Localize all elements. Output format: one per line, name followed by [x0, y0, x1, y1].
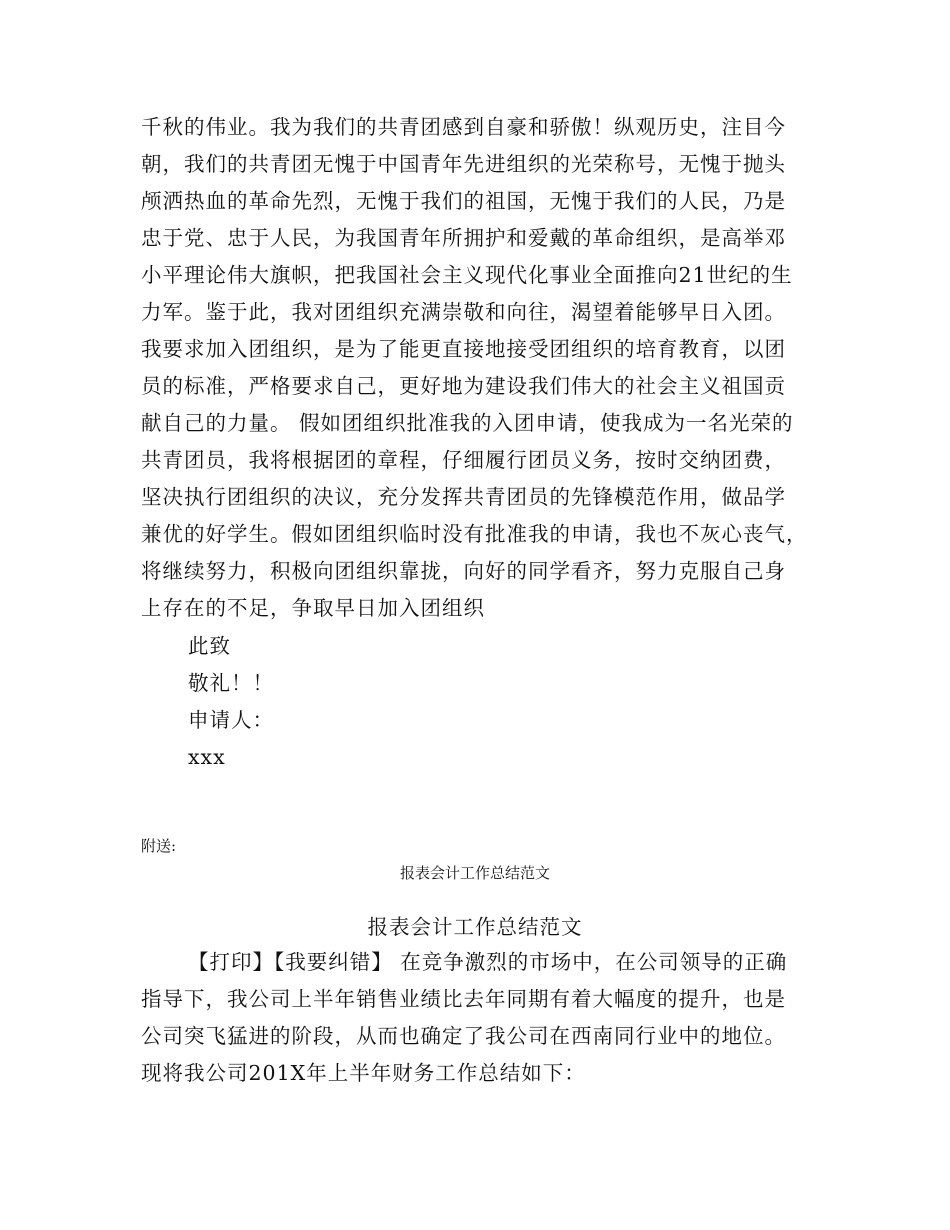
attachment-title: 报表会计工作总结范文 — [367, 915, 583, 939]
attachment-line: 现将我公司201X年上半年财务工作总结如下： — [141, 1061, 586, 1085]
attachment-line: 【打印】【我要纠错】 在竞争激烈的市场中，在公司领导的正确 — [188, 950, 788, 974]
letter-salutation: 敬礼！！ — [188, 671, 274, 695]
paragraph-line: 朝，我们的共青团无愧于中国青年先进组织的光荣称号，无愧于抛头 — [141, 152, 786, 176]
paragraph-line: 我要求加入团组织，是为了能更直接地接受团组织的培育教育，以团 — [141, 337, 786, 361]
attachment-label: 附送: — [141, 837, 177, 855]
paragraph-line: 忠于党、忠于人民，为我国青年所拥护和爱戴的革命组织，是高举邓 — [141, 226, 786, 250]
paragraph-line: 小平理论伟大旗帜，把我国社会主义现代化事业全面推向21世纪的生 — [141, 263, 793, 287]
attachment-line: 指导下，我公司上半年销售业绩比去年同期有着大幅度的提升，也是 — [141, 987, 786, 1011]
letter-closing: 此致 — [188, 634, 231, 658]
paragraph-line: 员的标准，严格要求自己，更好地为建设我们伟大的社会主义祖国贡 — [141, 374, 786, 398]
applicant-label: 申请人： — [188, 708, 274, 732]
attachment-line: 公司突飞猛进的阶段，从而也确定了我公司在西南同行业中的地位。 — [141, 1024, 786, 1048]
paragraph-line: 力军。鉴于此，我对团组织充满崇敬和向往，渴望着能够早日入团。 — [141, 300, 786, 324]
paragraph-line: 坚决执行团组织的决议，充分发挥共青团员的先锋模范作用，做品学 — [141, 485, 786, 509]
applicant-name: xxx — [188, 745, 226, 769]
paragraph-line: 千秋的伟业。我为我们的共青团感到自豪和骄傲！纵观历史，注目今 — [141, 115, 786, 139]
paragraph-line: 献自己的力量。 假如团组织批准我的入团申请，使我成为一名光荣的 — [141, 411, 794, 435]
paragraph-line: 兼优的好学生。假如团组织临时没有批准我的申请，我也不灰心丧气， — [141, 522, 808, 546]
paragraph-line: 将继续努力，积极向团组织靠拢，向好的同学看齐，努力克服自己身 — [141, 559, 786, 583]
paragraph-line: 颅洒热血的革命先烈，无愧于我们的祖国，无愧于我们的人民，乃是 — [141, 189, 786, 213]
paragraph-line: 上存在的不足，争取早日加入团组织 — [141, 596, 485, 620]
attachment-small-title: 报表会计工作总结范文 — [399, 864, 550, 882]
paragraph-line: 共青团员，我将根据团的章程，仔细履行团员义务，按时交纳团费， — [141, 448, 786, 472]
